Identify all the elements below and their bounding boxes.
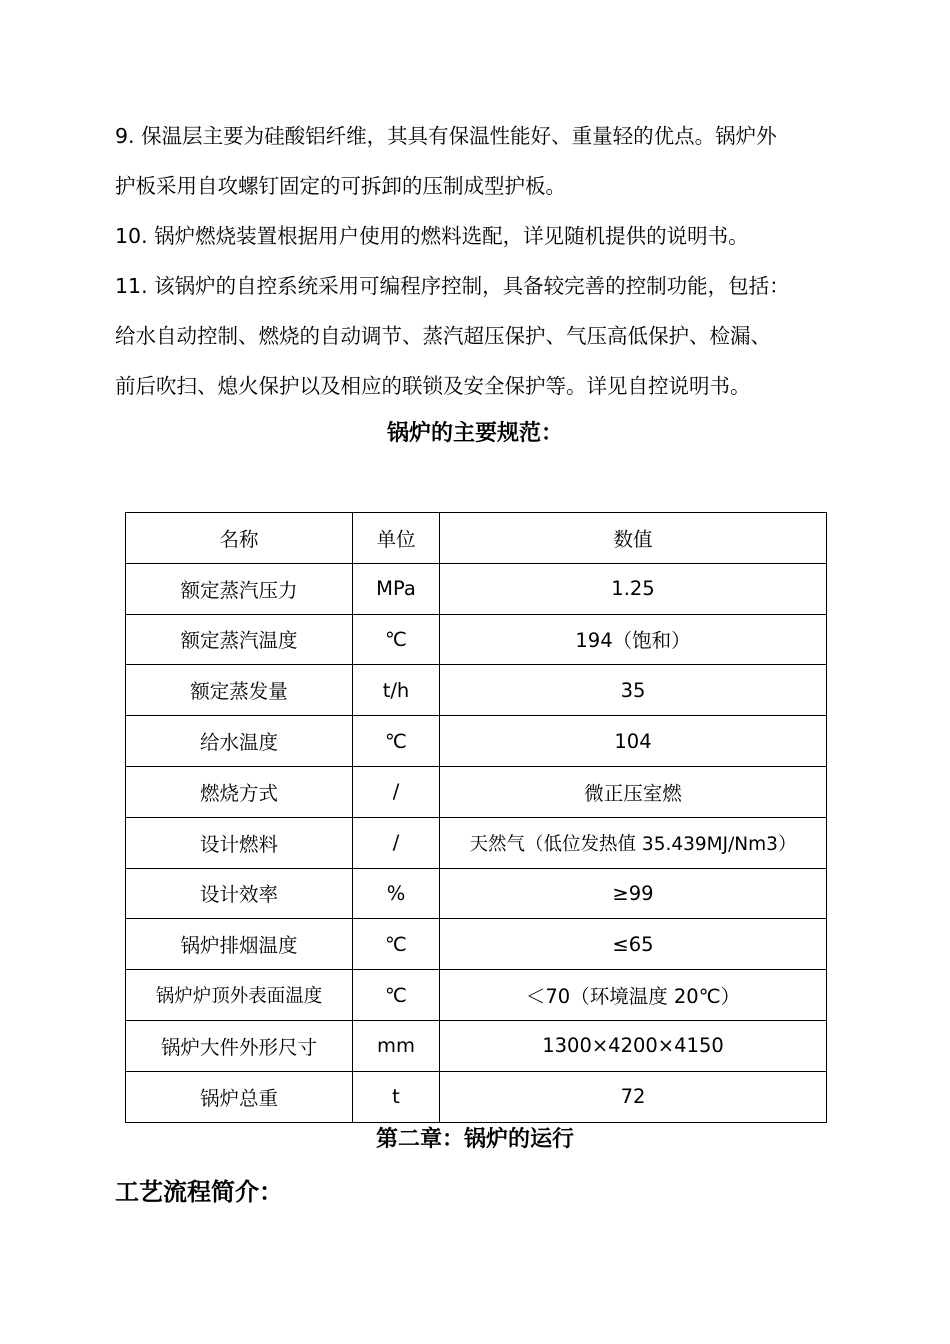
- paragraph-11-line-3: 前后吹扫、熄火保护以及相应的联锁及安全保护等。详见自控说明书。: [115, 374, 751, 398]
- cell-name: 设计燃料: [126, 817, 353, 868]
- cell-unit: t: [353, 1071, 440, 1122]
- section-heading: 工艺流程简介：: [115, 1177, 283, 1206]
- cell-unit: /: [353, 817, 440, 868]
- table-row: [126, 1071, 827, 1122]
- cell-value: ≤65: [440, 919, 827, 970]
- cell-name: 额定蒸汽压力: [126, 563, 353, 614]
- table-row: [126, 919, 827, 970]
- cell-name: 锅炉总重: [126, 1071, 353, 1122]
- spec-title: 锅炉的主要规范：: [386, 420, 563, 446]
- cell-name: 额定蒸汽温度: [126, 614, 353, 665]
- cell-value: ≥99: [440, 868, 827, 919]
- cell-unit: %: [353, 868, 440, 919]
- cell-unit: ℃: [353, 919, 440, 970]
- cell-unit: ℃: [353, 970, 440, 1021]
- cell-unit: mm: [353, 1020, 440, 1071]
- paragraph-11-line-1: 11. 该锅炉的自控系统采用可编程序控制，具备较完善的控制功能，包括：: [115, 274, 790, 298]
- spec-table: [125, 512, 827, 1123]
- cell-name: 额定蒸发量: [126, 665, 353, 716]
- cell-unit: ℃: [353, 716, 440, 767]
- cell-unit: t/h: [353, 665, 440, 716]
- header-name: 名称: [126, 513, 353, 564]
- table-row: [126, 868, 827, 919]
- cell-value: 35: [440, 665, 827, 716]
- table-row: [126, 817, 827, 868]
- cell-name: 给水温度: [126, 716, 353, 767]
- header-value: 数值: [440, 513, 827, 564]
- cell-value: ＜70（环境温度 20℃）: [440, 970, 827, 1021]
- table-header-row: [126, 513, 827, 564]
- cell-unit: MPa: [353, 563, 440, 614]
- cell-value: 天然气（低位发热值 35.439MJ/Nm3）: [440, 817, 827, 868]
- paragraph-9-line-1: 9. 保温层主要为硅酸铝纤维，其具有保温性能好、重量轻的优点。锅炉外: [115, 124, 777, 148]
- chapter-title: 第二章：锅炉的运行: [375, 1126, 574, 1152]
- cell-name: 锅炉炉顶外表面温度: [126, 970, 353, 1021]
- cell-name: 锅炉大件外形尺寸: [126, 1020, 353, 1071]
- cell-unit: ℃: [353, 614, 440, 665]
- cell-value: 微正压室燃: [440, 766, 827, 817]
- table-row: [126, 563, 827, 614]
- paragraph-10-line-1: 10. 锅炉燃烧装置根据用户使用的燃料选配，详见随机提供的说明书。: [115, 224, 749, 248]
- table-row: [126, 614, 827, 665]
- paragraph-11-line-2: 给水自动控制、燃烧的自动调节、蒸汽超压保护、气压高低保护、检漏、: [115, 324, 771, 348]
- cell-unit: /: [353, 766, 440, 817]
- table-row: [126, 716, 827, 767]
- table-row: [126, 970, 827, 1021]
- cell-value: 194（饱和）: [440, 614, 827, 665]
- paragraph-9-line-2: 护板采用自攻螺钉固定的可拆卸的压制成型护板。: [115, 174, 566, 198]
- cell-value: 1.25: [440, 563, 827, 614]
- cell-name: 燃烧方式: [126, 766, 353, 817]
- cell-name: 设计效率: [126, 868, 353, 919]
- table-row: [126, 1020, 827, 1071]
- cell-value: 1300×4200×4150: [440, 1020, 827, 1071]
- table-row: [126, 665, 827, 716]
- cell-value: 72: [440, 1071, 827, 1122]
- header-unit: 单位: [353, 513, 440, 564]
- cell-value: 104: [440, 716, 827, 767]
- table-row: [126, 766, 827, 817]
- cell-name: 锅炉排烟温度: [126, 919, 353, 970]
